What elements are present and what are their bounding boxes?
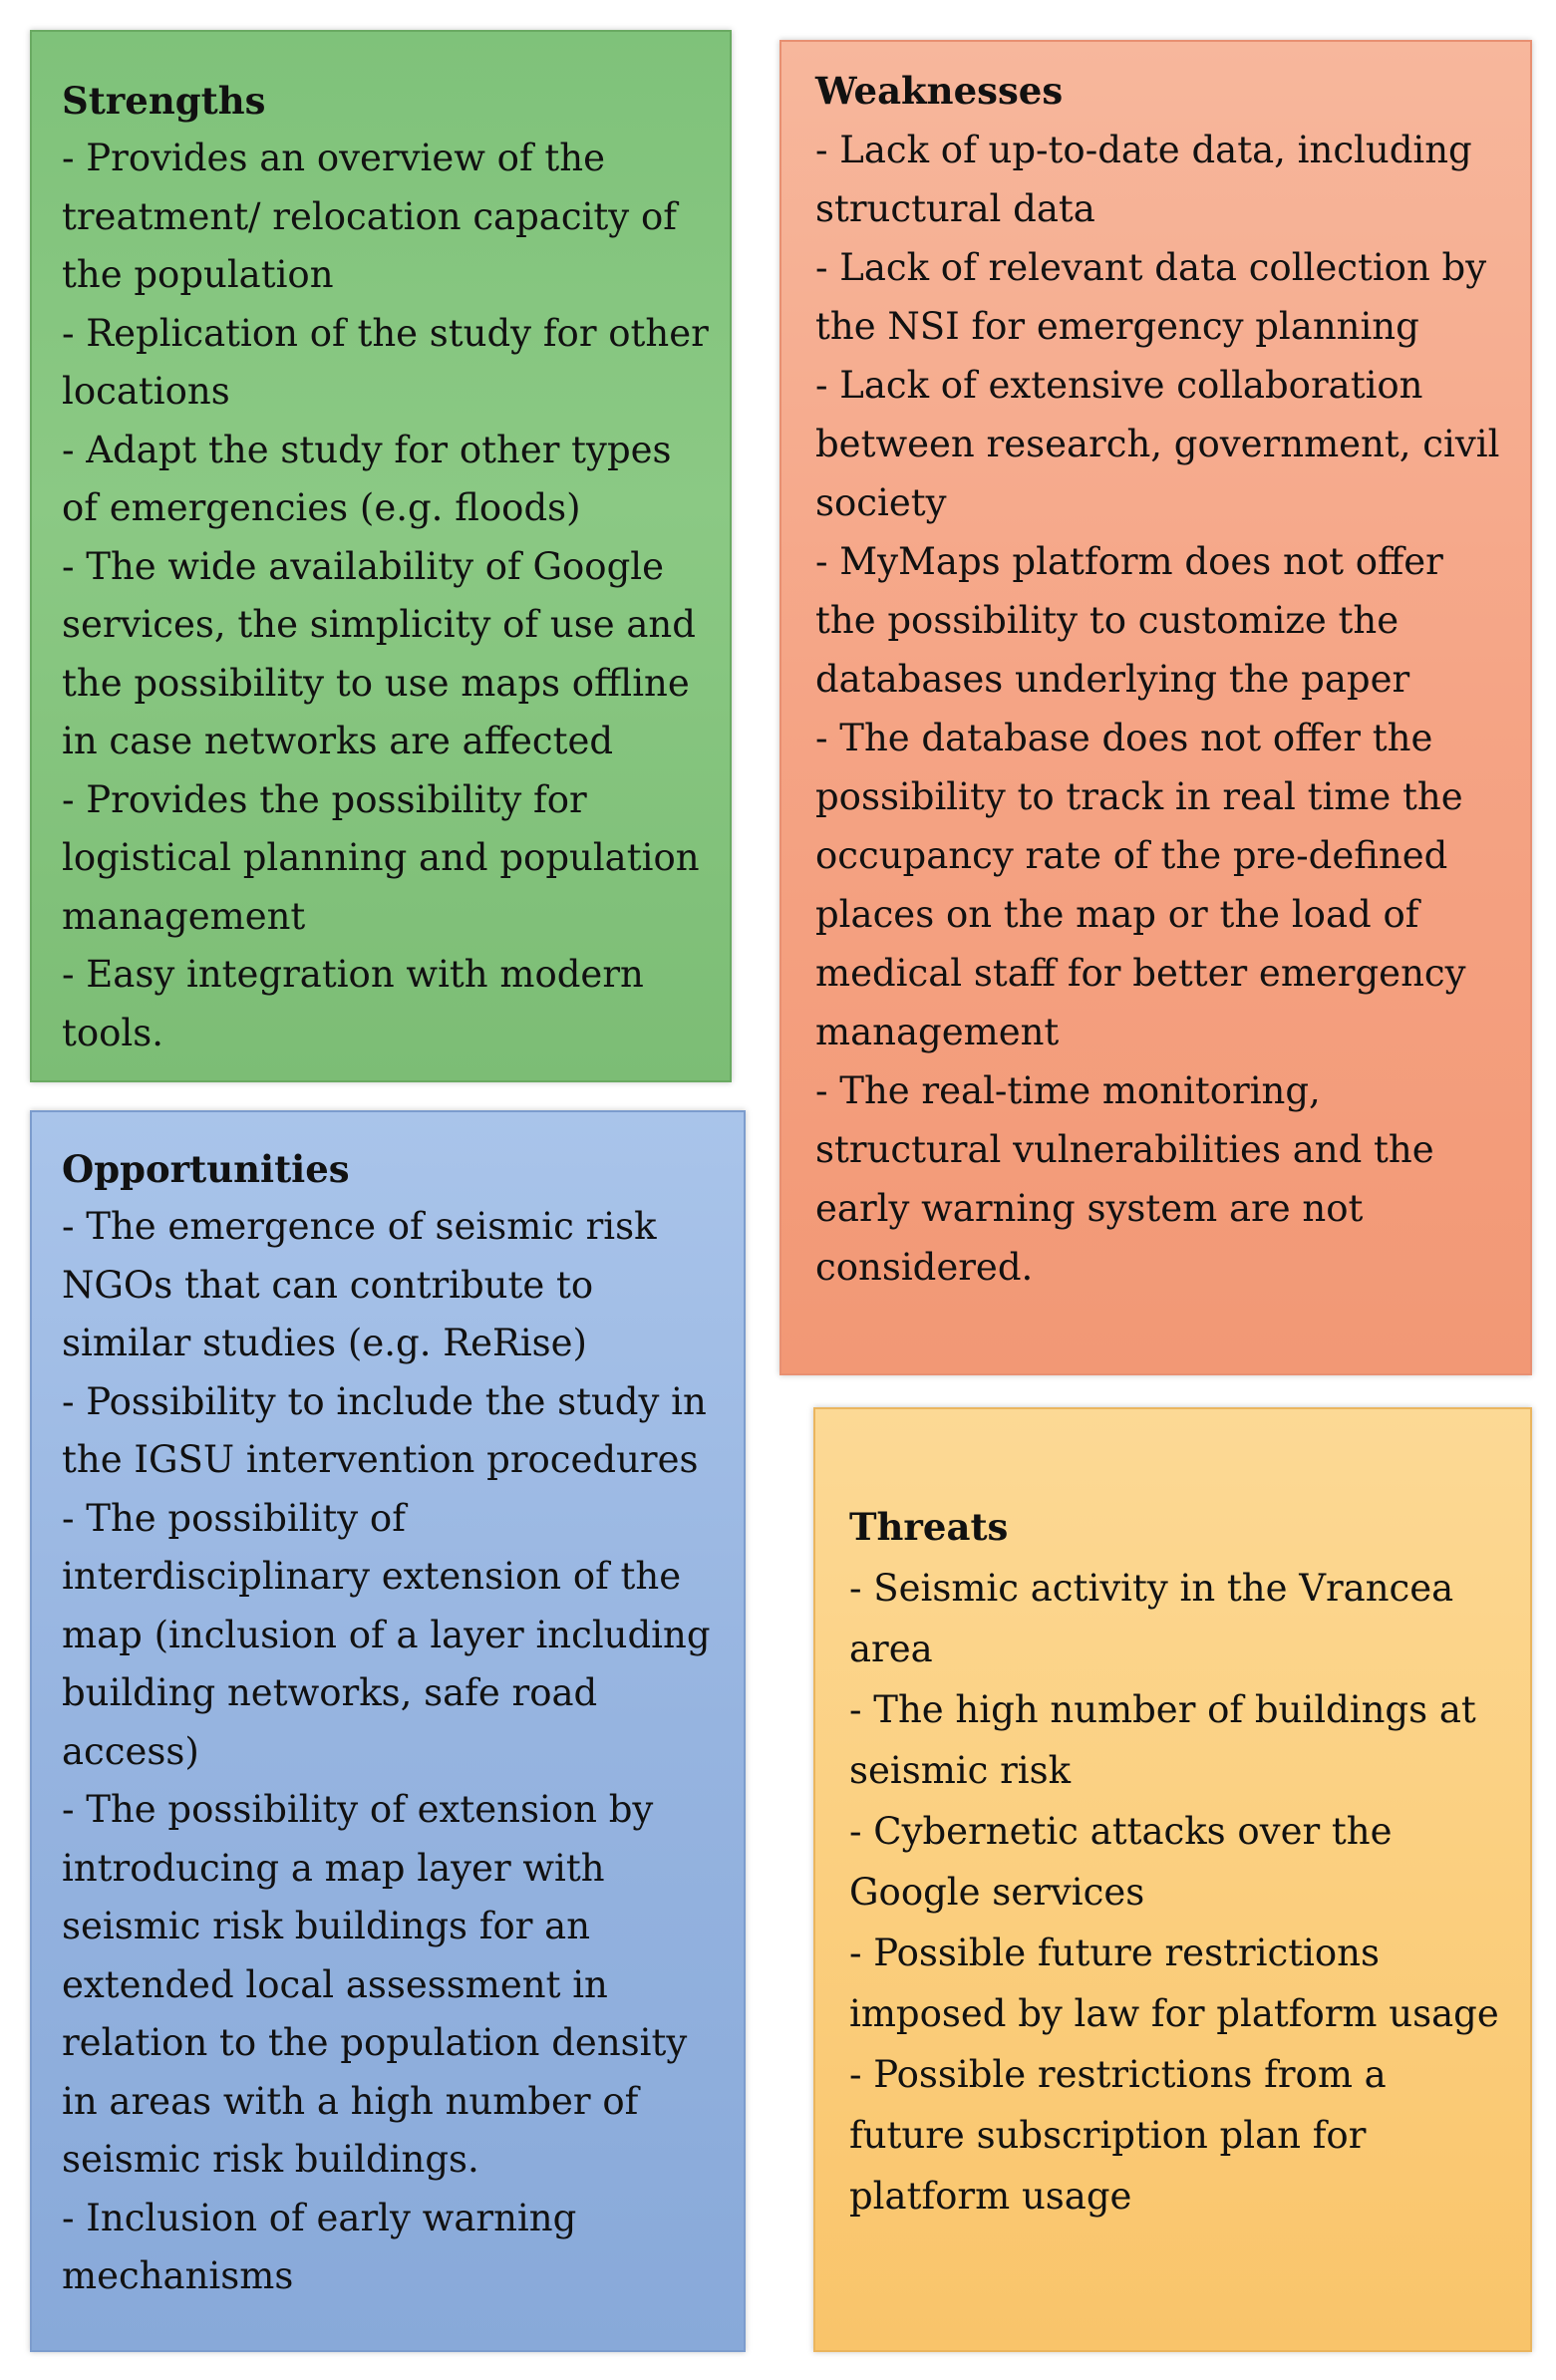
strengths-title: Strengths (62, 79, 266, 123)
weaknesses-item: - The real-time monitoring, structural vulnerabilities and the early warning system are not considered. (815, 1069, 1434, 1289)
weaknesses-item: - Lack of extensive collaboration between research, government, civil society (815, 364, 1500, 524)
weaknesses-item: - The database does not offer the possibility to track in real time the occupancy rate of the pre-defined places on the map or the load of medical staff for better emergency management (815, 717, 1466, 1053)
weaknesses-box (779, 40, 1532, 1375)
opportunities-box (30, 1110, 746, 2352)
threats-item: - The high number of buildings at seismic risk (849, 1688, 1476, 1792)
opportunities-item: - The emergence of seismic risk NGOs that can contribute to similar studies (e.g. ReRise) (62, 1205, 657, 1364)
strengths-item: - Replication of the study for other locations (62, 311, 709, 413)
threats-item: - Possible restrictions from a future subscription plan for platform usage (849, 2053, 1387, 2218)
weaknesses-item: - Lack of up-to-date data, including structural data (815, 129, 1472, 230)
strengths-item: - The wide availability of Google services, the simplicity of use and the possibility to use maps offline in case networks are affected (62, 544, 696, 762)
threats-title: Threats (849, 1505, 1009, 1549)
weaknesses-item: - Lack of relevant data collection by the NSI for emergency planning (815, 246, 1487, 348)
threats-item: - Seismic activity in the Vrancea area (849, 1567, 1454, 1670)
opportunities-item: - Possibility to include the study in the IGSU intervention procedures (62, 1379, 707, 1481)
opportunities-item: - The possibility of interdisciplinary extension of the map (inclusion of a layer including building networks, safe road access) (62, 1496, 711, 1773)
strengths-item: - Easy integration with modern tools. (62, 953, 644, 1054)
strengths-item: - Provides an overview of the treatment/ relocation capacity of the population (62, 137, 677, 296)
strengths-item: - Adapt the study for other types of emergencies (e.g. floods) (62, 428, 672, 529)
threats-list (849, 1558, 1510, 2227)
strengths-box (30, 30, 732, 1082)
weaknesses-title: Weaknesses (815, 69, 1064, 113)
threats-box (813, 1407, 1532, 2352)
opportunities-list (62, 1198, 724, 2306)
threats-item: - Cybernetic attacks over the Google services (849, 1810, 1393, 1914)
strengths-list (62, 130, 710, 1062)
strengths-item: - Provides the possibility for logistical planning and population management (62, 777, 700, 938)
weaknesses-item: - MyMaps platform does not offer the possibility to customize the databases underlying the paper (815, 540, 1443, 701)
opportunities-title: Opportunities (62, 1147, 350, 1191)
opportunities-item: - The possibility of extension by introducing a map layer with seismic risk buildings for an extended local assessment in relation to the population density in areas with a high number of seismic risk buildings. (62, 1788, 688, 2181)
threats-item: - Possible future restrictions imposed by law for platform usage (849, 1932, 1499, 2035)
weaknesses-list (815, 121, 1510, 1297)
opportunities-item: - Inclusion of early warning mechanisms (62, 2196, 577, 2297)
